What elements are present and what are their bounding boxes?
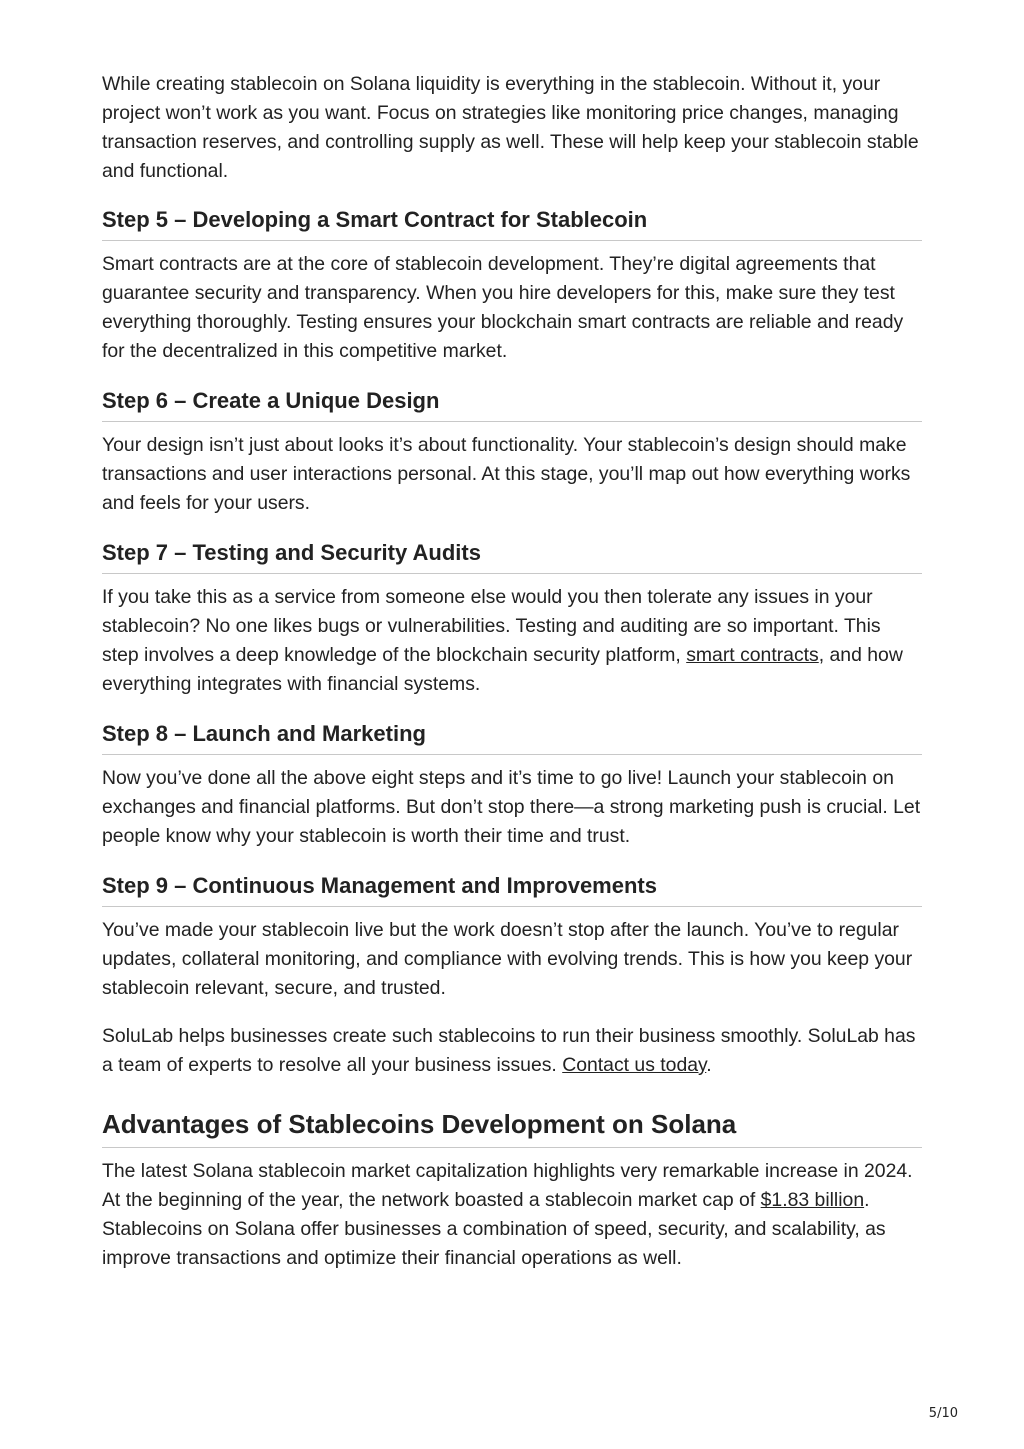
page-number: 5/10 — [928, 1406, 958, 1421]
step-5-paragraph: Smart contracts are at the core of stablecoin development. They’re digital agreements that guarantee security and transparency. When you hire developers for this, make sure they test everything thoroughly. Testing ensures your blockchain smart contracts are reliable and ready for the decentralized in this competitive market. — [102, 253, 904, 362]
advantages-heading: Advantages of Stablecoins Development on Solana — [102, 1107, 922, 1148]
advantages-section — [102, 1107, 922, 1273]
contact-us-link[interactable]: Contact us today — [562, 1054, 707, 1076]
step-8-section — [102, 719, 922, 851]
advantages-text-after: . Stablecoins on Solana offer businesses a combination of speed, security, and scalability, as improve transactions and optimize their financial operations as well. — [102, 1189, 886, 1269]
step-7-heading: Step 7 – Testing and Security Audits — [102, 538, 922, 574]
intro-paragraph: While creating stablecoin on Solana liquidity is everything in the stablecoin. Without it, your project won’t work as you want. Focus on strategies like monitoring price changes, managing transaction reserves, and controlling supply as well. These will help keep your stablecoin stable and functional. — [102, 73, 919, 182]
advantages-paragraph — [102, 1157, 922, 1273]
step-7-paragraph — [102, 583, 922, 699]
step-5-heading: Step 5 – Developing a Smart Contract for Stablecoin — [102, 205, 922, 241]
step-9-heading: Step 9 – Continuous Management and Improvements — [102, 871, 922, 907]
step-8-paragraph: Now you’ve done all the above eight steps and it’s time to go live! Launch your stablecoin on exchanges and financial platforms. But don’t stop there—a strong marketing push is crucial. Let people know why your stablecoin is worth their time and trust. — [102, 767, 921, 847]
step-6-section — [102, 386, 922, 518]
step-9-paragraph: You’ve made your stablecoin live but the work doesn’t stop after the launch. You’ve to regular updates, collateral monitoring, and compliance with evolving trends. This is how you keep your stablecoin relevant, secure, and trusted. — [102, 919, 913, 999]
advantages-text-before: The latest Solana stablecoin market capitalization highlights very remarkable increase in 2024. At the beginning of the year, the network boasted a stablecoin market cap of — [102, 1160, 913, 1211]
solulab-paragraph — [102, 1022, 922, 1080]
solulab-text-after: . — [706, 1054, 712, 1076]
step-8-heading: Step 8 – Launch and Marketing — [102, 719, 922, 755]
article-content — [102, 70, 922, 1293]
step-6-paragraph: Your design isn’t just about looks it’s about functionality. Your stablecoin’s design should make transactions and user interactions personal. At this stage, you’ll map out how everything works and feels for your users. — [102, 434, 911, 514]
step-7-text-after: , and how everything integrates with financial systems. — [102, 644, 903, 695]
step-7-section — [102, 538, 922, 699]
step-9-section — [102, 871, 922, 1080]
step-5-section — [102, 205, 922, 366]
step-7-text-before: If you take this as a service from someone else would you then tolerate any issues in your stablecoin? No one likes bugs or vulnerabilities. Testing and auditing are so important. This step involves a deep knowledge of the blockchain security platform, — [102, 586, 881, 666]
solulab-text-before: SoluLab helps businesses create such stablecoins to run their business smoothly. SoluLab has a team of experts to resolve all your business issues. — [102, 1025, 916, 1076]
step-6-heading: Step 6 – Create a Unique Design — [102, 386, 922, 422]
market-cap-link[interactable]: $1.83 billion — [760, 1189, 865, 1211]
smart-contracts-link[interactable]: smart contracts — [686, 644, 819, 666]
